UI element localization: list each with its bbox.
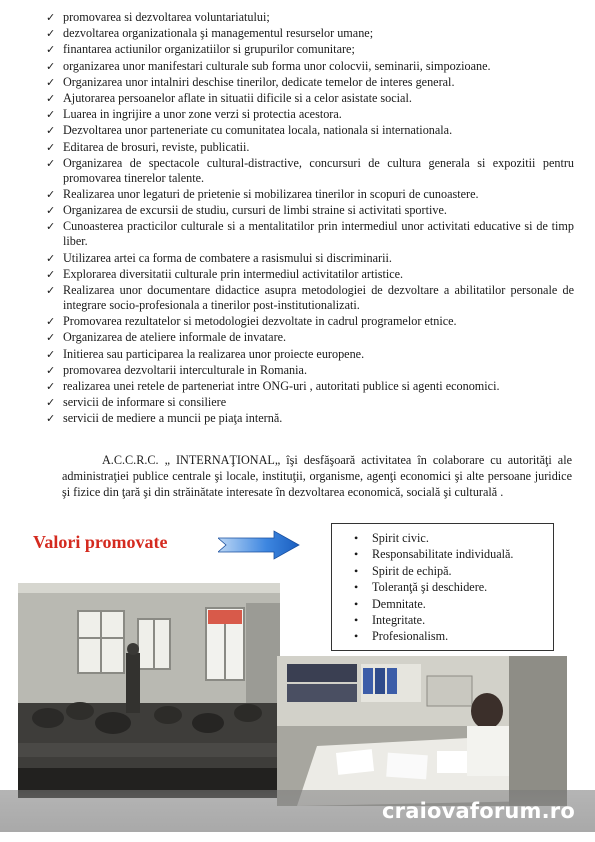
value-item [354, 563, 553, 579]
check-icon: ✓ [46, 59, 56, 73]
value-item [354, 546, 553, 562]
value-item-text: Profesionalism. [372, 629, 449, 644]
checklist-item [46, 59, 574, 74]
checklist-item [46, 156, 574, 186]
activities-checklist [46, 10, 574, 428]
checklist-item [46, 42, 574, 57]
checklist-item-text: Cunoasterea practicilor culturale si a mentalitatilor prin intermediul unor activitati educative si de timp liber. [63, 219, 574, 249]
checklist-item [46, 123, 574, 138]
classroom-photo [18, 583, 280, 798]
check-icon: ✓ [46, 75, 56, 89]
check-icon: ✓ [46, 347, 56, 361]
checklist-item [46, 140, 574, 155]
organization-paragraph: A.C.C.R.C. „ INTERNAŢIONAL„ îşi desfăşoară activitatea în colaborare cu autorităţi ale administraţiei publice centrale şi locale, instituţii, organisme, agenţi economici şi alte persoane juridice şi fizice din ţară şi din străinătate interesate în dezvoltarea economică, socială şi culturală . [62, 453, 572, 499]
check-icon: ✓ [46, 204, 56, 218]
check-icon: ✓ [46, 124, 56, 138]
value-item-text: Demnitate. [372, 596, 426, 611]
check-icon: ✓ [46, 396, 56, 410]
bullet-icon: • [354, 613, 359, 628]
bullet-icon: • [354, 563, 359, 578]
check-icon: ✓ [46, 108, 56, 122]
check-icon: ✓ [46, 363, 56, 377]
value-item [354, 579, 553, 595]
bullet-icon: • [354, 629, 359, 644]
check-icon: ✓ [46, 331, 56, 345]
checklist-item-text: Realizarea unor legaturi de prietenie si mobilizarea tinerilor in scopuri de cunoastere. [63, 186, 479, 201]
bullet-icon: • [354, 531, 359, 545]
value-item-text: Toleranţă şi deschidere. [372, 580, 488, 595]
value-item [354, 530, 553, 546]
checklist-item-text: Ajutorarea persoanelor aflate in situatii dificile si a celor asistate social. [63, 90, 412, 105]
checklist-item-text: organizarea unor manifestari culturale sub forma unor colocvii, seminarii, simpozioane. [63, 58, 491, 73]
checklist-item [46, 91, 574, 106]
value-item-text: Spirit civic. [372, 531, 429, 545]
site-watermark: craiovaforum.ro [382, 799, 575, 823]
checklist-item-text: Organizarea unor intalniri deschise tinerilor, dedicate temelor de interes general. [63, 74, 455, 89]
check-icon: ✓ [46, 315, 56, 329]
checklist-item [46, 347, 574, 362]
checklist-item [46, 411, 574, 426]
checklist-item-text: servicii de informare si consiliere [63, 395, 227, 410]
checklist-item-text: promovarea si dezvoltarea voluntariatului; [63, 10, 270, 24]
checklist-item [46, 363, 574, 378]
check-icon: ✓ [46, 284, 56, 297]
check-icon: ✓ [46, 187, 56, 201]
checklist-item-text: finantarea actiunilor organizatiilor si grupurilor comunitare; [63, 42, 355, 57]
checklist-item-text: realizarea unei retele de parteneriat intre ONG-uri , autoritati publice si agenti economici. [63, 379, 500, 394]
checklist-item-text: Editarea de brosuri, reviste, publicatii. [63, 139, 250, 154]
value-item [354, 628, 553, 644]
value-item-text: Spirit de echipă. [372, 563, 452, 578]
checklist-item-text: Utilizarea artei ca forma de combatere a rasismului si discriminarii. [63, 250, 392, 265]
checklist-item-text: Organizarea de excursii de studiu, cursuri de limbi straine si activitati sportive. [63, 203, 447, 218]
checklist-item [46, 330, 574, 345]
checklist-item [46, 314, 574, 329]
checklist-item [46, 26, 574, 41]
checklist-item-text: Luarea in ingrijire a unor zone verzi si protectia acestora. [63, 107, 342, 122]
checklist-item [46, 187, 574, 202]
checklist-item [46, 283, 574, 313]
value-item-text: Integritate. [372, 613, 426, 628]
check-icon: ✓ [46, 380, 56, 394]
checklist-item-text: servicii de mediere a muncii pe piaţa internă. [63, 411, 283, 426]
checklist-item-text: Explorarea diversitatii culturale prin intermediul activitatilor artistice. [63, 266, 404, 281]
checklist-item-text: Dezvoltarea unor parteneriate cu comunitatea locala, nationala si internationala. [63, 123, 453, 138]
checklist-item [46, 395, 574, 410]
value-item [354, 596, 553, 612]
checklist-item [46, 203, 574, 218]
checklist-item-text: Organizarea de spectacole cultural-distractive, concursuri de cultura generala si expozitii pentru promovarea tinerelor talente. [63, 155, 574, 185]
office-photo [277, 656, 567, 806]
checklist-item [46, 10, 574, 25]
checklist-item [46, 251, 574, 266]
arrow-right-icon [218, 530, 300, 560]
checklist-item [46, 107, 574, 122]
bullet-icon: • [354, 547, 359, 562]
checklist-item [46, 267, 574, 282]
check-icon: ✓ [46, 251, 56, 265]
check-icon: ✓ [46, 412, 56, 426]
check-icon: ✓ [46, 267, 56, 281]
check-icon: ✓ [46, 27, 56, 41]
bullet-icon: • [354, 580, 359, 595]
check-icon: ✓ [46, 156, 56, 170]
values-box [331, 523, 554, 651]
checklist-item [46, 219, 574, 249]
check-icon: ✓ [46, 91, 56, 105]
bullet-icon: • [354, 596, 359, 611]
check-icon: ✓ [46, 140, 56, 154]
checklist-item-text: dezvoltarea organizationala şi managementul resurselor umane; [63, 26, 374, 41]
checklist-item-text: Organizarea de ateliere informale de invatare. [63, 330, 287, 345]
values-title: Valori promovate [33, 532, 168, 552]
checklist-item-text: Promovarea rezultatelor si metodologiei dezvoltate in cadrul programelor etnice. [63, 314, 457, 329]
checklist-item [46, 379, 574, 394]
value-item-text: Responsabilitate individuală. [372, 547, 514, 562]
value-item [354, 612, 553, 628]
check-icon: ✓ [46, 220, 56, 234]
checklist-item-text: Realizarea unor documentare didactice asupra metodologiei de dezvoltare a abilitatilor personale de integrare socio-profesionala a tinerilor post-institutionalizati. [63, 283, 574, 313]
checklist-item [46, 75, 574, 90]
check-icon: ✓ [46, 11, 56, 24]
values-list [332, 524, 553, 645]
checklist-item-text: promovarea dezvoltarii interculturale in Romania. [63, 362, 307, 377]
checklist-item-text: Initierea sau participarea la realizarea unor proiecte europene. [63, 346, 365, 361]
check-icon: ✓ [46, 43, 56, 57]
